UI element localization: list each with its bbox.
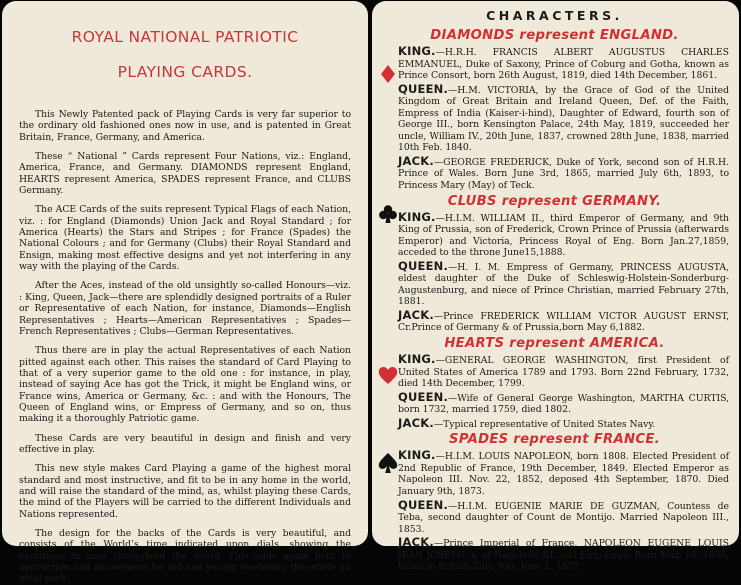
card-subtitle: PLAYING CARDS. — [117, 63, 253, 81]
characters-card — [372, 1, 739, 573]
entry-label: KING. — [398, 44, 436, 58]
entry-label: QUEEN. — [398, 258, 449, 273]
characters-title: CHARACTERS. — [486, 8, 623, 23]
entry-jack — [398, 307, 729, 334]
paragraph-design: These Cards are very beautiful in design and finish and very effective in play. — [19, 432, 351, 455]
entry-jack — [398, 415, 729, 431]
entry-label: KING. — [398, 352, 436, 367]
entry-label: QUEEN. — [398, 81, 449, 96]
paragraph-representatives: Thus there are in play the actual Representatives of each Nation pitted against each other. This raises the standard of Card Playing to that of a very superior game to the old one : for instance, in play, instead of saying Ace has got the Trick, it might be England wins, or France wins, America or Germany, &c. : and with the Honours, The Queen of England wins, or Empress of Germany, and so on, thus making it a thoroughly Patriotic game. — [19, 345, 351, 425]
section-heading-clubs: CLUBS represent GERMANY. — [447, 193, 662, 209]
entry-label: QUEEN. — [398, 497, 449, 512]
entry-king — [398, 354, 729, 390]
paragraph-aces: The ACE Cards of the suits represent Typical Flags of each Nation, viz. : for England (Diamonds) Union Jack and Royal Standard ; for America (Hearts) the Stars and Stripes ; for France (Spades) the National Colours ; and for Germany (Clubs) their Royal Standard and Ensign, making most effective designs and yet not interfering in any way with the playing of the Cards. — [19, 204, 351, 273]
section-heading-hearts: HEARTS represent AMERICA. — [444, 336, 665, 352]
entry-text: —H.R.H. FRANCIS ALBERT AUGUSTUS CHARLES EMMANUEL, Duke of Saxony, Prince of Coburg and Gotha, known as Prince Consort, born 26th August, 1819, died 14th December, 1861. — [398, 47, 729, 82]
paragraph-backs: The design for the backs of the Cards is very beautiful, and consists of the World’s time indicated upon dials, showing the variations in time throughout the world. This adds again both to instruction and amusement for old and young, rendering the whole an ideal pack. — [19, 528, 351, 585]
entry-text: —H. I. M. Empress of Germany, PRINCESS AUGUSTA, eldest daughter of the Duke of Schleswig-Holstein-Sonderburg-Augustenburg, and niece of Prince Christian, married February 27th, 1881. — [398, 261, 729, 308]
entry-text: —H.I.M. EUGENIE MARIE DE GUZMAN, Countess de Teba, second daughter of Count de Montijo. Married Napoleon III., 1853. — [398, 500, 729, 535]
entry-text: —H.I.M. WILLIAM II., third Emperor of Germany, and 9th King of Prussia, son of Frederick, Crown Prince of Prussia (afterwards Emperor) and Victoria, Princess Royal of Eng. Born Jan.27,1859, acceded to the throne June15,1888. — [398, 212, 729, 259]
entry-queen — [398, 258, 729, 308]
entry-label: JACK. — [398, 153, 434, 168]
entry-text: —Prince FREDERICK WILLIAM VICTOR AUGUST ERNST, Cr.Prince of Germany & of Prussia,born May 6,1882. — [398, 310, 729, 334]
entry-queen — [398, 497, 729, 536]
entry-text: —Prince Imperial of France, NAPOLEON EUGENE LOUIS JEAN JOSEPH, s. of Napoleon III. and Emp.Euge. Born Mar. 16, 1856, killed in British-Zulu War, June 1, 1879. — [398, 538, 729, 573]
paragraph-nations: These “ National ” Cards represent Four Nations, viz.: England, America, France, and Germany. DIAMONDS represent England, HEARTS represent America, SPADES represent France, and CLUBS Germany. — [19, 151, 351, 197]
entry-label: QUEEN. — [398, 389, 449, 404]
diamond-icon — [378, 64, 398, 84]
entry-label: JACK. — [398, 535, 434, 550]
entry-label: JACK. — [398, 415, 434, 430]
entry-label: KING. — [398, 209, 436, 224]
section-spades — [380, 450, 729, 572]
entry-text: —GENERAL GEORGE WASHINGTON, first President of United States of America 1789 and 1793. Born 22nd February, 1732, died 14th December, 1799. — [398, 355, 729, 390]
entry-king — [398, 450, 729, 497]
entry-jack — [398, 153, 729, 192]
entry-label: KING. — [398, 448, 436, 463]
entry-text: —Wife of General George Washington, MARTHA CURTIS, born 1732, married 1759, died 1802. — [398, 392, 729, 416]
entry-text: —Typical representative of United States Navy. — [433, 418, 656, 430]
entry-king — [398, 209, 729, 259]
section-clubs — [380, 209, 729, 334]
section-heading-diamonds: DIAMONDS represent ENGLAND. — [430, 28, 679, 43]
rules-card — [2, 1, 368, 585]
club-icon — [378, 204, 398, 224]
entry-text: —H.M. VICTORIA, by the Grace of God of the United Kingdom of Great Britain and Ireland Queen, Def. of the Faith, Empress of India (Kaiser-i-hind), Daughter of Edward, fourth son of George III., born Kensington Palace, 24th May, 1819, succeeded her uncle, William IV., 20th June, 1837, crowned 28th June, 1838, married 10th Feb. 1840. — [398, 84, 729, 154]
spade-icon — [378, 452, 398, 474]
section-diamonds — [380, 46, 729, 192]
entry-text: —GEORGE FREDERICK, Duke of York, second son of H.R.H. Prince of Wales. Born June 3rd, 1865, married July 6th, 1893, to Princess Mary (May) of Teck. — [398, 156, 729, 192]
entry-jack — [398, 537, 729, 573]
entry-king — [398, 46, 729, 82]
paragraph-moral: This new style makes Card Playing a game of the highest moral standard and most instructive, and fit to be in any home in the world, and will raise the standard of the mind, as, whilst playing these Cards, the mind of the Players will be carried to the different Individuals and Nations represented. — [19, 463, 351, 520]
card-title: ROYAL NATIONAL PATRIOTIC — [71, 28, 299, 46]
heart-icon — [378, 366, 398, 386]
entry-queen — [398, 389, 729, 416]
section-heading-spades: SPADES represent FRANCE. — [449, 432, 660, 448]
paragraph-intro: This Newly Patented pack of Playing Cards is very far superior to the ordinary old fashioned ones now in use, and is patented in Great Britain, France, Germany, and America. — [19, 109, 351, 143]
section-hearts — [380, 354, 729, 430]
entry-label: JACK. — [398, 307, 434, 322]
paragraph-honours: After the Aces, instead of the old unsightly so-called Honours—viz. : King, Queen, Jack—there are splendidly designed portraits of a Ruler or Representative of each Nation, for instance, Diamonds—English Representatives ; Hearts—American Representatives ; Spades—French Representatives ; Clubs—German Representatives. — [19, 280, 351, 337]
entry-queen — [398, 81, 729, 154]
entry-text: —H.I.M. LOUIS NAPOLEON, born 1808. Elected President of 2nd Republic of France, 19th December, 1849. Elected Emperor as Napoleon III. Nov. 22, 1852, deposed 4th September, 1870. Died January 9th, 1873. — [398, 451, 729, 497]
